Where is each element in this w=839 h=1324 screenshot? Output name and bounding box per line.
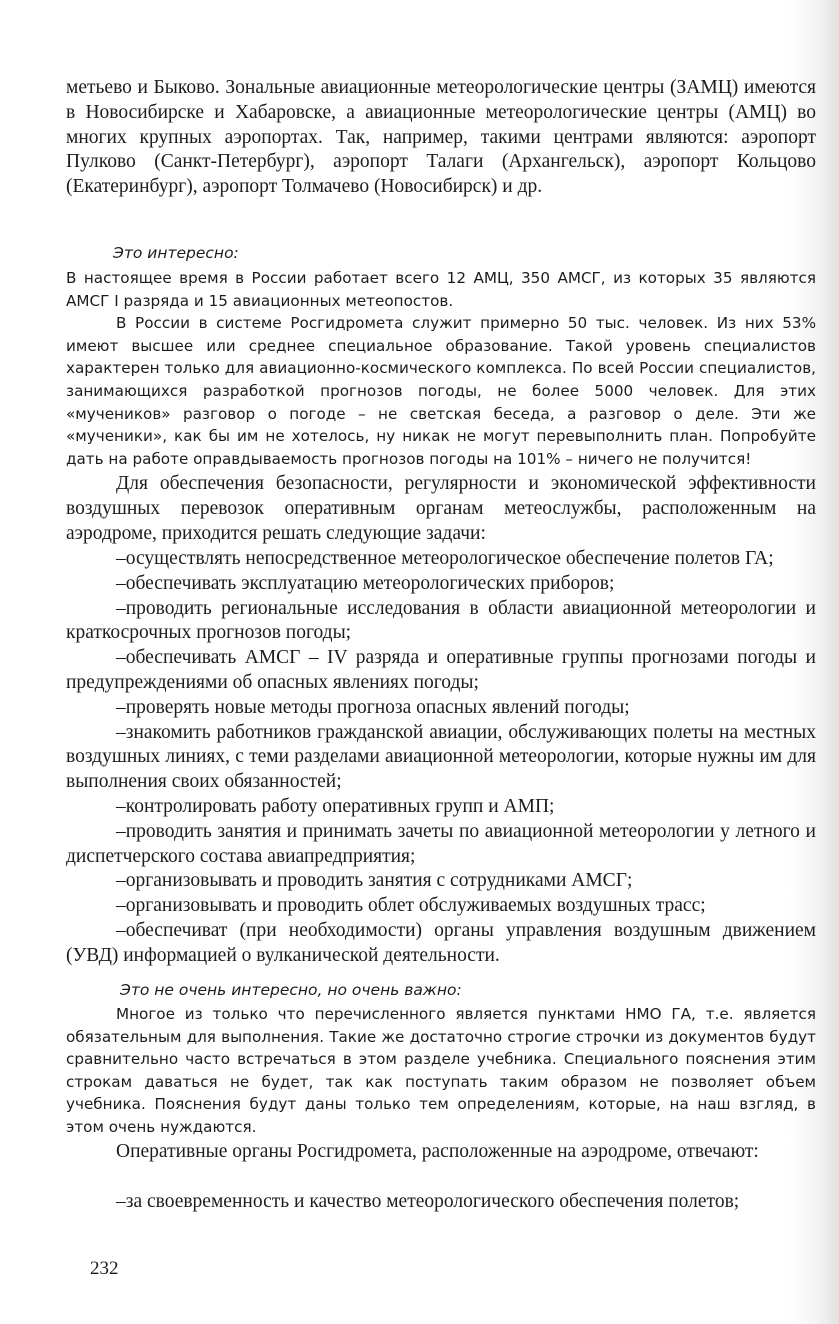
outro-paragraph: Оперативные органы Росгидромета, расположенные на аэродроме, отвечают: bbox=[116, 1141, 759, 1162]
box2-text bbox=[66, 1003, 816, 1139]
list-item: –проводить региональные исследования в области авиационной метеорологии и краткосрочных прогнозов погоды; bbox=[66, 597, 816, 644]
list-item: –организовывать и проводить занятия с сотрудниками АМСГ; bbox=[116, 870, 633, 892]
list-item: –проверять новые методы прогноза опасных явлений погоды; bbox=[116, 696, 630, 718]
intro-paragraph: метьево и Быково. Зональные авиационные метеорологические центры (ЗАМЦ) имеются в Новосибирске и Хабаровске, а авиационные метеорологические центры (АМЦ) во многих крупных аэропортах. Так, например, такими центрами являются: аэропорт Пулково (Санкт-Петербург), аэропорт Талаги (Архангельск), аэропорт Кольцово (Екатеринбург), аэропорт Толмачево (Новосибирск) и др. bbox=[66, 77, 816, 198]
list-item: –контролировать работу оперативных групп и АМП; bbox=[116, 795, 555, 817]
list-item: –обеспечиват (при необходимости) органы управления воздушным движением (УВД) информацией о вулканической деятельности. bbox=[66, 919, 816, 966]
outro-list-item: –за своевременность и качество метеорологического обеспечения полетов; bbox=[116, 1191, 740, 1212]
tasks-lead-paragraph: Для обеспечения безопасности, регулярности и экономической эффективности воздушных перевозок оперативным органам метеослужбы, расположенным на аэродроме, приходится решать следующие задачи: bbox=[66, 473, 816, 544]
box1-paragraph-2: В России в системе Росгидромета служит примерно 50 тыс. человек. Из них 53% имеют высшее или среднее специальное образование. Такой уровень специалистов характерен только для авиационно-космического комплекса. По всей России специалистов, занимающихся разработкой прогнозов погоды, не более 5000 человек. Для этих «мучеников» разговор о погоде – не светская беседа, а разговор о деле. Эти же «мученики», как бы им не хотелось, ну никак не могут перевыполнить план. Попробуйте дать на работе оправдываемость прогнозов погоды на 101% – ничего не получится! bbox=[66, 314, 816, 468]
list-item: –обеспечивать АМСГ – IV разряда и оперативные группы прогнозами погоды и предупреждениями об опасных явлениях погоды; bbox=[66, 647, 816, 693]
box1-text bbox=[66, 267, 816, 470]
box1-paragraph-1: В настоящее время в России работает всего 12 АМЦ, 350 АМСГ, из которых 35 являются АМСГ I разряда и 15 авиационных метеопостов. bbox=[66, 269, 816, 310]
box1-heading: Это интересно: bbox=[113, 244, 239, 262]
box2-heading: Это не очень интересно, но очень важно: bbox=[120, 981, 462, 999]
list-item: –проводить занятия и принимать зачеты по авиационной метеорологии у летного и диспетчерского состава авиапредприятия; bbox=[66, 820, 816, 867]
tasks-list bbox=[66, 547, 816, 969]
box2-paragraph-1: Многое из только что перечисленного является пунктами НМО ГА, т.е. является обязательным для выполнения. Такие же достаточно строгие строчки из документов будут сравнительно часто встречаться в этом разделе учебника. Специального пояснения этим строкам даваться не будет, так как поступать таким образом не позволяет объем учебника. Пояснения будут даны только тем определениям, которые, на наш взгляд, в этом очень нуждаются. bbox=[66, 1005, 816, 1136]
list-item: –организовывать и проводить облет обслуживаемых воздушных трасс; bbox=[116, 895, 706, 917]
page-number: 232 bbox=[90, 1258, 119, 1279]
list-item: –обеспечивать эксплуатацию метеорологических приборов; bbox=[116, 572, 615, 594]
list-item: –осуществлять непосредственное метеорологическое обеспечение полетов ГА; bbox=[116, 548, 774, 569]
list-item: –знакомить работников гражданской авиации, обслуживающих полеты на местных воздушных линиях, с теми разделами авиационной метеорологии, которые нужны им для выполнения своих обязанностей; bbox=[66, 721, 816, 793]
